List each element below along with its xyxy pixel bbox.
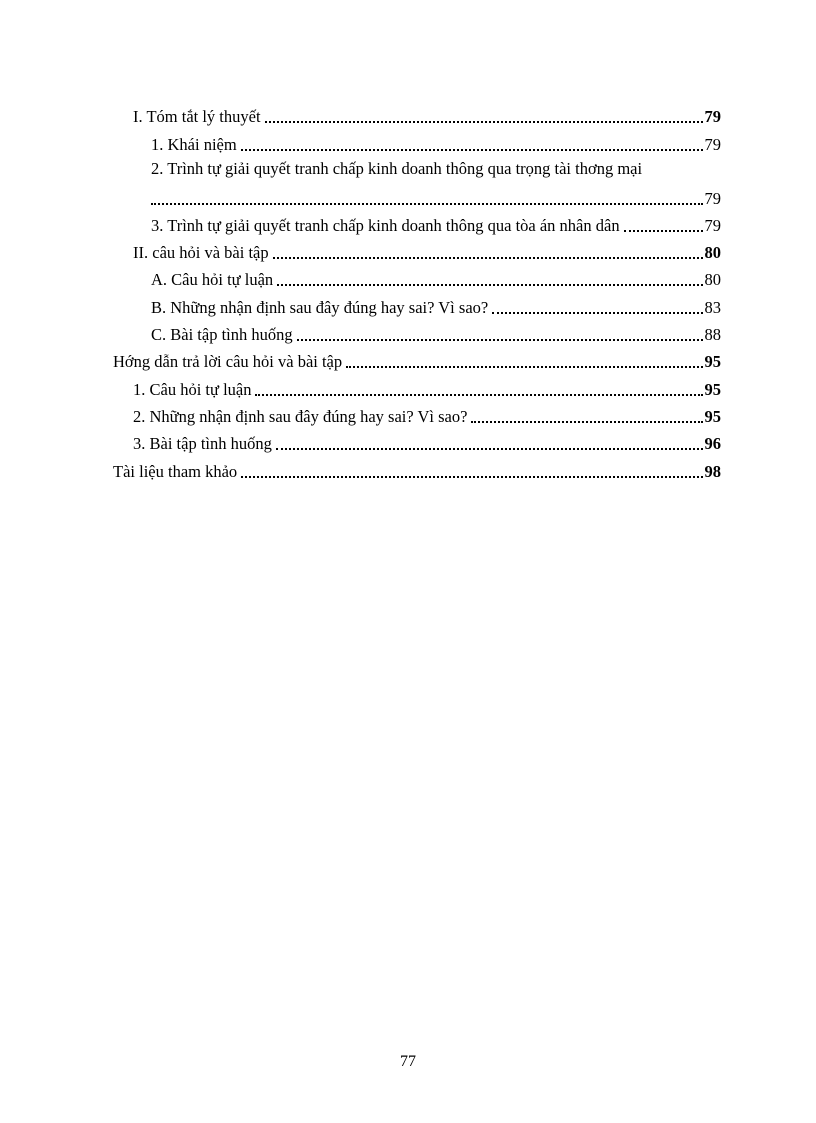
toc-entry-title: 3. Bài tập tình huống: [133, 434, 272, 454]
toc-entry-guide-essay: [113, 372, 721, 399]
dot-leader: [265, 121, 703, 123]
toc-entry-title: Tài liệu tham khảo: [113, 461, 238, 481]
toc-entry-case-exercises: [113, 318, 721, 345]
toc-entry-summary-theory: [113, 100, 721, 127]
toc-entry-title: 2. Trình tự giải quyết tranh chấp kinh doanh thông qua trọng tài thơng mại: [151, 158, 643, 178]
toc-entry-title: 2. Những nhận định sau đây đúng hay sai? Vì sao?: [133, 406, 468, 426]
toc-entry-guide-true-false: [113, 400, 721, 427]
page-number: 77: [400, 1053, 416, 1070]
toc-entry-title: B. Những nhận định sau đây đúng hay sai? Vì sao?: [151, 297, 489, 317]
toc-entry-page: 96: [704, 434, 721, 454]
toc-entry-true-false: [113, 290, 721, 317]
toc-entry-title: 1. Câu hỏi tự luận: [133, 379, 252, 399]
dot-leader: [273, 257, 703, 259]
toc-entry-title: 3. Trình tự giải quyết tranh chấp kinh doanh thông qua tòa án nhân dân: [151, 215, 620, 235]
toc-entry-arbitration-procedure: [113, 155, 721, 209]
dot-leader: [346, 366, 702, 368]
toc-entry-page: 98: [704, 461, 721, 481]
toc-entry-page: 80: [704, 243, 721, 263]
toc-entry-page: 79: [704, 107, 721, 127]
table-of-contents: [113, 100, 721, 482]
toc-entry-page: 95: [704, 406, 721, 426]
toc-entry-court-procedure: [113, 209, 721, 236]
dot-leader: [277, 284, 702, 286]
toc-entry-answer-guide: [113, 345, 721, 372]
toc-entry-title: I. Tóm tắt lý thuyết: [133, 107, 261, 127]
toc-entry-title: A. Câu hỏi tự luận: [151, 270, 274, 290]
dot-leader: [241, 476, 702, 478]
dot-leader: [471, 421, 702, 423]
toc-entry-page: 79: [704, 188, 721, 208]
toc-entry-page: 83: [704, 297, 721, 317]
dot-leader: [255, 394, 702, 396]
toc-entry-page: 95: [704, 352, 721, 372]
toc-entry-page: 79: [704, 134, 721, 154]
toc-entry-page: 79: [704, 215, 721, 235]
toc-entry-references: [113, 454, 721, 481]
toc-entry-questions-exercises: [113, 236, 721, 263]
dot-leader: [241, 149, 703, 151]
toc-entry-title: C. Bài tập tình huống: [151, 325, 293, 345]
toc-entry-concept: [113, 127, 721, 154]
toc-entry-title: II. câu hỏi và bài tập: [133, 243, 269, 263]
toc-entry-title: Hớng dẫn trả lời câu hỏi và bài tập: [113, 352, 343, 372]
dot-leader: [492, 312, 702, 314]
dot-leader: [276, 448, 703, 450]
toc-entry-page: 95: [704, 379, 721, 399]
dot-leader: [297, 339, 703, 341]
toc-entry-guide-case: [113, 427, 721, 454]
toc-entry-page: 88: [704, 325, 721, 345]
toc-entry-essay-questions: [113, 263, 721, 290]
toc-entry-title: 1. Khái niệm: [151, 134, 237, 154]
dot-leader: [624, 230, 703, 232]
dot-leader: [151, 203, 703, 205]
toc-entry-page: 80: [704, 270, 721, 290]
